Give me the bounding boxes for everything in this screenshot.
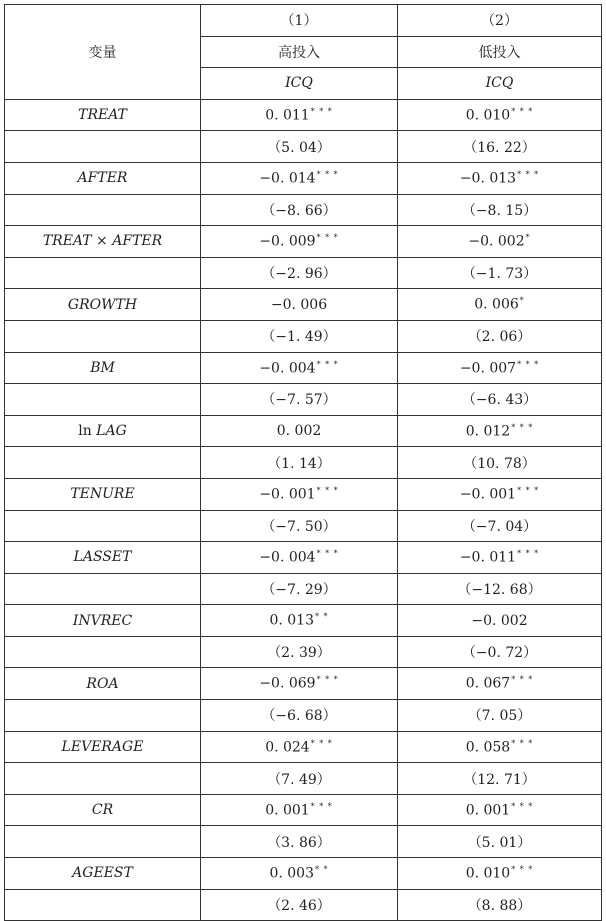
coefficient-cell bbox=[398, 478, 602, 510]
coefficient-cell bbox=[201, 542, 398, 574]
coefficient-cell bbox=[201, 289, 398, 321]
variable-name bbox=[5, 162, 201, 194]
coefficient-value: −0. 006 bbox=[270, 296, 328, 313]
variable-name bbox=[5, 794, 201, 826]
variable-name bbox=[5, 99, 201, 131]
coef-row bbox=[5, 415, 602, 447]
empty-variable-cell bbox=[5, 447, 201, 479]
coefficient-value: −0. 001 bbox=[459, 486, 517, 503]
tstat-row bbox=[5, 257, 602, 289]
tstat-row bbox=[5, 384, 602, 416]
empty-variable-cell bbox=[5, 763, 201, 795]
coefficient-cell bbox=[398, 542, 602, 574]
t-statistic: （−8. 66） bbox=[201, 194, 398, 226]
tstat-row bbox=[5, 889, 602, 921]
coef-row bbox=[5, 99, 602, 131]
coefficient-value: −0. 004 bbox=[259, 360, 316, 377]
variable-name bbox=[5, 352, 201, 384]
coefficient-value: 0. 001 bbox=[465, 802, 511, 819]
coefficient-cell bbox=[201, 605, 398, 637]
coefficient-cell bbox=[201, 478, 398, 510]
coefficient-value: 0. 058 bbox=[465, 739, 511, 756]
coefficient-cell bbox=[201, 858, 398, 890]
significance-stars: * * * bbox=[310, 801, 333, 811]
coefficient-cell bbox=[398, 99, 602, 131]
t-statistic: （12. 71） bbox=[398, 763, 602, 795]
coef-row bbox=[5, 542, 602, 574]
variable-label: GROWTH bbox=[67, 296, 138, 313]
empty-variable-cell bbox=[5, 194, 201, 226]
coefficient-cell bbox=[398, 352, 602, 384]
significance-stars: * * * bbox=[316, 233, 339, 243]
coefficient-cell bbox=[398, 794, 602, 826]
significance-stars: * * * bbox=[316, 359, 339, 369]
t-statistic: （−2. 96） bbox=[201, 257, 398, 289]
t-statistic: （−7. 29） bbox=[201, 573, 398, 605]
significance-stars: * bbox=[519, 296, 525, 306]
t-statistic: （−12. 68） bbox=[398, 573, 602, 605]
significance-stars: * * * bbox=[511, 801, 534, 811]
significance-stars: * * * bbox=[517, 359, 540, 369]
variable-label: BM bbox=[90, 359, 115, 376]
coefficient-value: −0. 014 bbox=[259, 170, 316, 187]
tstat-row bbox=[5, 320, 602, 352]
variable-label: LEVERAGE bbox=[61, 738, 144, 755]
significance-stars: * bbox=[525, 233, 531, 243]
significance-stars: * * bbox=[314, 612, 329, 622]
coefficient-value: −0. 007 bbox=[459, 360, 517, 377]
coef-row bbox=[5, 162, 602, 194]
coefficient-value: −0. 069 bbox=[259, 676, 316, 693]
variable-label: TREAT × AFTER bbox=[42, 233, 163, 250]
t-statistic: （8. 88） bbox=[398, 889, 602, 921]
coefficient-value: 0. 067 bbox=[465, 676, 511, 693]
coef-row bbox=[5, 478, 602, 510]
variable-name bbox=[5, 668, 201, 700]
coefficient-cell bbox=[201, 794, 398, 826]
coefficient-value: 0. 024 bbox=[265, 739, 310, 756]
t-statistic: （2. 39） bbox=[201, 636, 398, 668]
t-statistic: （−1. 49） bbox=[201, 320, 398, 352]
coefficient-cell bbox=[398, 415, 602, 447]
t-statistic: （−1. 73） bbox=[398, 257, 602, 289]
coefficient-value: −0. 013 bbox=[459, 170, 517, 187]
dependent-var-2: ICQ bbox=[398, 68, 602, 100]
significance-stars: * * * bbox=[316, 549, 339, 559]
significance-stars: * * * bbox=[511, 738, 534, 748]
variable-label: AGEEST bbox=[72, 865, 133, 882]
t-statistic: （16. 22） bbox=[398, 131, 602, 163]
t-statistic: （−6. 43） bbox=[398, 384, 602, 416]
col-group-1: 高投入 bbox=[201, 36, 398, 68]
variable-name bbox=[5, 478, 201, 510]
significance-stars: * * * bbox=[511, 422, 534, 432]
tstat-row bbox=[5, 826, 602, 858]
significance-stars: * * * bbox=[316, 169, 339, 179]
tstat-row bbox=[5, 636, 602, 668]
coef-row bbox=[5, 352, 602, 384]
significance-stars: * * * bbox=[517, 549, 540, 559]
t-statistic: （−8. 15） bbox=[398, 194, 602, 226]
variable-name bbox=[5, 605, 201, 637]
variable-name bbox=[5, 415, 201, 447]
significance-stars: * * bbox=[314, 865, 329, 874]
coefficient-value: 0. 010 bbox=[465, 107, 511, 124]
coefficient-value: 0. 011 bbox=[265, 107, 310, 124]
empty-variable-cell bbox=[5, 384, 201, 416]
empty-variable-cell bbox=[5, 889, 201, 921]
header-row-numbers bbox=[5, 5, 602, 37]
coefficient-value: −0. 011 bbox=[459, 549, 517, 566]
significance-stars: * * * bbox=[310, 738, 333, 748]
coefficient-cell bbox=[398, 605, 602, 637]
variable-header: 变量 bbox=[5, 5, 201, 100]
t-statistic: （−7. 04） bbox=[398, 510, 602, 542]
tstat-row bbox=[5, 194, 602, 226]
variable-label: LASSET bbox=[73, 549, 132, 566]
coefficient-cell bbox=[201, 99, 398, 131]
coefficient-cell bbox=[201, 162, 398, 194]
t-statistic: （−0. 72） bbox=[398, 636, 602, 668]
coefficient-cell bbox=[398, 731, 602, 763]
variable-label: INVREC bbox=[72, 612, 133, 629]
coefficient-value: −0. 009 bbox=[259, 233, 316, 250]
coefficient-cell bbox=[201, 226, 398, 258]
empty-variable-cell bbox=[5, 510, 201, 542]
t-statistic: （1. 14） bbox=[201, 447, 398, 479]
coefficient-cell bbox=[398, 858, 602, 890]
col-number-1: （1） bbox=[201, 5, 398, 37]
t-statistic: （3. 86） bbox=[201, 826, 398, 858]
variable-name bbox=[5, 226, 201, 258]
empty-variable-cell bbox=[5, 131, 201, 163]
coefficient-cell bbox=[201, 668, 398, 700]
coefficient-cell bbox=[398, 668, 602, 700]
coef-row bbox=[5, 605, 602, 637]
significance-stars: * * * bbox=[517, 169, 540, 179]
coef-row bbox=[5, 731, 602, 763]
t-statistic: （5. 01） bbox=[398, 826, 602, 858]
variable-prefix: ln bbox=[78, 423, 97, 440]
tstat-row bbox=[5, 573, 602, 605]
significance-stars: * * * bbox=[316, 675, 339, 685]
coefficient-value: −0. 002 bbox=[471, 612, 528, 629]
t-statistic: （7. 49） bbox=[201, 763, 398, 795]
coefficient-cell bbox=[398, 289, 602, 321]
regression-table bbox=[4, 4, 602, 921]
variable-label: TENURE bbox=[70, 486, 135, 503]
coefficient-cell bbox=[398, 162, 602, 194]
coef-row bbox=[5, 858, 602, 890]
tstat-row bbox=[5, 510, 602, 542]
col-group-2: 低投入 bbox=[398, 36, 602, 68]
significance-stars: * * * bbox=[316, 485, 339, 495]
t-statistic: （5. 04） bbox=[201, 131, 398, 163]
coefficient-value: −0. 002 bbox=[468, 233, 525, 250]
t-statistic: （−7. 57） bbox=[201, 384, 398, 416]
coefficient-cell bbox=[201, 415, 398, 447]
significance-stars: * * * bbox=[511, 106, 534, 116]
coef-row bbox=[5, 289, 602, 321]
coefficient-value: −0. 001 bbox=[259, 486, 316, 503]
coefficient-cell bbox=[201, 731, 398, 763]
dependent-var-1: ICQ bbox=[201, 68, 398, 100]
variable-name bbox=[5, 542, 201, 574]
significance-stars: * * * bbox=[511, 675, 534, 685]
col-number-2: （2） bbox=[398, 5, 602, 37]
coefficient-cell bbox=[201, 352, 398, 384]
empty-variable-cell bbox=[5, 826, 201, 858]
coefficient-value: 0. 001 bbox=[265, 802, 310, 819]
significance-stars: * * * bbox=[310, 106, 333, 116]
empty-variable-cell bbox=[5, 320, 201, 352]
coefficient-cell bbox=[398, 226, 602, 258]
t-statistic: （2. 06） bbox=[398, 320, 602, 352]
variable-name bbox=[5, 289, 201, 321]
coefficient-value: 0. 006 bbox=[474, 296, 519, 313]
coef-row bbox=[5, 794, 602, 826]
tstat-row bbox=[5, 700, 602, 732]
variable-label: TREAT bbox=[78, 107, 127, 124]
variable-label: CR bbox=[91, 802, 114, 819]
coefficient-value: 0. 002 bbox=[276, 423, 322, 440]
t-statistic: （7. 05） bbox=[398, 700, 602, 732]
t-statistic: （−6. 68） bbox=[201, 700, 398, 732]
tstat-row bbox=[5, 763, 602, 795]
tstat-row bbox=[5, 447, 602, 479]
empty-variable-cell bbox=[5, 700, 201, 732]
empty-variable-cell bbox=[5, 636, 201, 668]
significance-stars: * * * bbox=[511, 865, 534, 874]
variable-label: LAG bbox=[96, 423, 127, 440]
t-statistic: （2. 46） bbox=[201, 889, 398, 921]
coef-row bbox=[5, 668, 602, 700]
t-statistic: （10. 78） bbox=[398, 447, 602, 479]
empty-variable-cell bbox=[5, 257, 201, 289]
coef-row bbox=[5, 226, 602, 258]
tstat-row bbox=[5, 131, 602, 163]
t-statistic: （−7. 50） bbox=[201, 510, 398, 542]
variable-name bbox=[5, 858, 201, 890]
coefficient-value: 0. 012 bbox=[465, 423, 511, 440]
coefficient-value: 0. 003 bbox=[269, 865, 314, 882]
variable-label: AFTER bbox=[77, 170, 128, 187]
variable-name bbox=[5, 731, 201, 763]
empty-variable-cell bbox=[5, 573, 201, 605]
significance-stars: * * * bbox=[517, 485, 540, 495]
coefficient-value: 0. 010 bbox=[465, 865, 511, 882]
variable-label: ROA bbox=[86, 675, 119, 692]
coefficient-value: −0. 004 bbox=[259, 549, 316, 566]
coefficient-value: 0. 013 bbox=[269, 612, 314, 629]
